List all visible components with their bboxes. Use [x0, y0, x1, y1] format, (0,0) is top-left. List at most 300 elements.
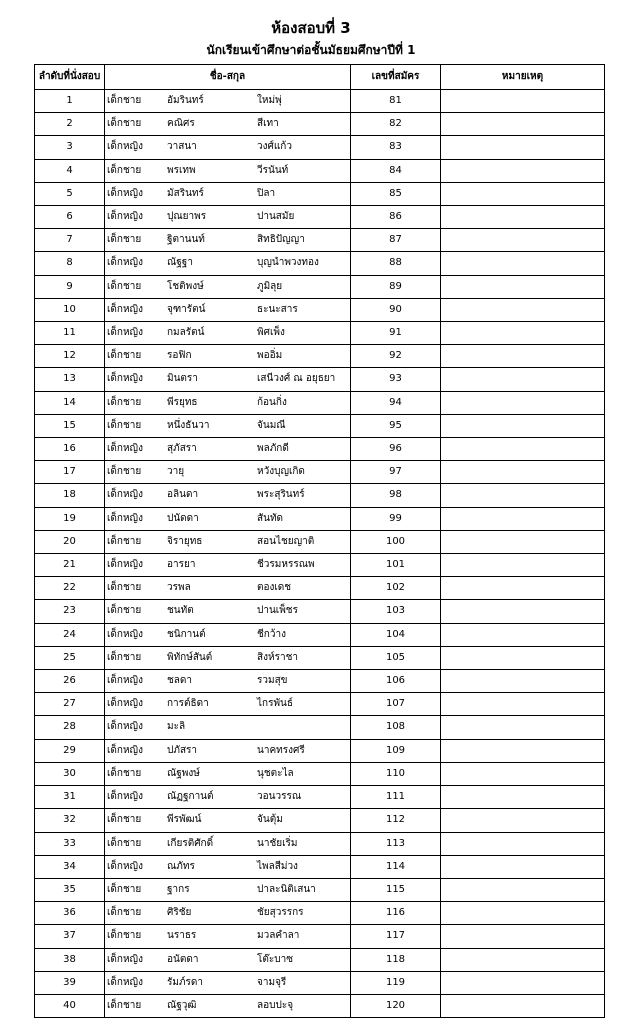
remarks-cell — [441, 438, 605, 461]
remarks-cell — [441, 530, 605, 553]
first-name: ณัฐพงษ์ — [167, 767, 200, 779]
name-prefix: เด็กหญิง — [107, 443, 143, 455]
last-name: โต๊ะบาซ — [257, 953, 293, 965]
first-name: ชลดา — [167, 675, 193, 687]
full-name-cell — [105, 809, 351, 832]
name-prefix: เด็กหญิง — [107, 698, 143, 710]
name-prefix: เด็กหญิง — [107, 791, 143, 803]
full-name-cell — [105, 855, 351, 878]
first-name: มินตรา — [167, 373, 198, 385]
table-row — [35, 368, 605, 391]
seat-number-cell: 34 — [35, 855, 105, 878]
registration-number-cell: 106 — [351, 670, 441, 693]
remarks-cell — [441, 554, 605, 577]
table-row — [35, 530, 605, 553]
full-name-cell — [105, 368, 351, 391]
table-row — [35, 136, 605, 159]
first-name: หนึ่งธันวา — [167, 419, 210, 431]
seat-number-cell: 5 — [35, 182, 105, 205]
name-prefix: เด็กชาย — [107, 535, 142, 547]
table-row — [35, 438, 605, 461]
name-prefix: เด็กหญิง — [107, 187, 143, 199]
remarks-cell — [441, 670, 605, 693]
registration-number-cell: 101 — [351, 554, 441, 577]
full-name-cell — [105, 484, 351, 507]
last-name: บุญนำพวงทอง — [257, 257, 319, 269]
remarks-cell — [441, 206, 605, 229]
registration-number-cell: 102 — [351, 577, 441, 600]
last-name: ภูมิลุย — [257, 280, 283, 292]
first-name: ชนิกานต์ — [167, 628, 206, 640]
full-name-cell — [105, 600, 351, 623]
name-prefix: เด็กชาย — [107, 234, 142, 246]
name-prefix: เด็กชาย — [107, 419, 142, 431]
last-name: สีเทา — [257, 118, 279, 130]
remarks-cell — [441, 948, 605, 971]
registration-number-cell: 92 — [351, 345, 441, 368]
registration-number-cell: 118 — [351, 948, 441, 971]
first-name: พิทักษ์สันต์ — [167, 651, 213, 663]
table-row — [35, 322, 605, 345]
name-prefix: เด็กชาย — [107, 651, 142, 663]
table-row — [35, 182, 605, 205]
last-name: ไพลสีม่วง — [257, 860, 298, 872]
remarks-cell — [441, 878, 605, 901]
table-row — [35, 229, 605, 252]
remarks-cell — [441, 832, 605, 855]
remarks-cell — [441, 298, 605, 321]
remarks-cell — [441, 90, 605, 113]
remarks-cell — [441, 368, 605, 391]
last-name: จามจุรี — [257, 976, 287, 988]
first-name: รัมภ์รดา — [167, 976, 204, 988]
table-row — [35, 693, 605, 716]
registration-number-cell: 104 — [351, 623, 441, 646]
table-row — [35, 414, 605, 437]
first-name: จิรายุทธ — [167, 535, 203, 547]
full-name-cell — [105, 530, 351, 553]
full-name-cell — [105, 925, 351, 948]
seat-number-cell: 10 — [35, 298, 105, 321]
last-name: หวังบุญเกิด — [257, 466, 305, 478]
seat-number-cell: 33 — [35, 832, 105, 855]
remarks-cell — [441, 113, 605, 136]
name-prefix: เด็กหญิง — [107, 257, 143, 269]
first-name: จุฑารัตน์ — [167, 303, 206, 315]
last-name: พิศเพ็ง — [257, 327, 285, 339]
table-row — [35, 623, 605, 646]
last-name: นาชัยเริ่ม — [257, 837, 298, 849]
name-prefix: เด็กชาย — [107, 164, 142, 176]
seat-number-cell: 26 — [35, 670, 105, 693]
remarks-cell — [441, 994, 605, 1017]
registration-number-cell: 116 — [351, 902, 441, 925]
full-name-cell — [105, 832, 351, 855]
registration-number-cell: 109 — [351, 739, 441, 762]
table-row — [35, 252, 605, 275]
name-prefix: เด็กหญิง — [107, 675, 143, 687]
name-prefix: เด็กชาย — [107, 118, 142, 130]
registration-number-cell: 103 — [351, 600, 441, 623]
name-prefix: เด็กหญิง — [107, 953, 143, 965]
seat-number-cell: 2 — [35, 113, 105, 136]
seat-number-cell: 9 — [35, 275, 105, 298]
seat-number-cell: 18 — [35, 484, 105, 507]
table-row — [35, 716, 605, 739]
last-name: ชัยสุวรรกร — [257, 907, 304, 919]
last-name: ก้อนกิ่ง — [257, 396, 287, 408]
table-row — [35, 878, 605, 901]
registration-number-cell: 82 — [351, 113, 441, 136]
last-name: จันมณี — [257, 419, 286, 431]
seat-number-cell: 8 — [35, 252, 105, 275]
table-row — [35, 298, 605, 321]
name-prefix: เด็กชาย — [107, 999, 142, 1011]
registration-number-cell: 99 — [351, 507, 441, 530]
full-name-cell — [105, 716, 351, 739]
first-name: โชติพงษ์ — [167, 280, 204, 292]
remarks-cell — [441, 461, 605, 484]
registration-number-cell: 115 — [351, 878, 441, 901]
registration-number-cell: 98 — [351, 484, 441, 507]
name-prefix: เด็กหญิง — [107, 211, 143, 223]
last-name: วีรนันท์ — [257, 164, 289, 176]
full-name-cell — [105, 90, 351, 113]
table-row — [35, 507, 605, 530]
table-row — [35, 159, 605, 182]
name-prefix: เด็กหญิง — [107, 489, 143, 501]
table-row — [35, 484, 605, 507]
last-name: สิทธิปัญญา — [257, 234, 305, 246]
registration-number-cell: 84 — [351, 159, 441, 182]
full-name-cell — [105, 391, 351, 414]
seat-number-cell: 40 — [35, 994, 105, 1017]
last-name: รวมสุข — [257, 675, 288, 687]
seat-number-cell: 6 — [35, 206, 105, 229]
first-name: ณภัทร — [167, 860, 195, 872]
table-row — [35, 554, 605, 577]
registration-number-cell: 83 — [351, 136, 441, 159]
registration-number-cell: 95 — [351, 414, 441, 437]
table-row — [35, 113, 605, 136]
remarks-cell — [441, 577, 605, 600]
full-name-cell — [105, 507, 351, 530]
seat-number-cell: 12 — [35, 345, 105, 368]
name-prefix: เด็กชาย — [107, 605, 142, 617]
seat-number-cell: 20 — [35, 530, 105, 553]
first-name: กมลรัตน์ — [167, 327, 205, 339]
registration-number-cell: 87 — [351, 229, 441, 252]
remarks-cell — [441, 925, 605, 948]
remarks-cell — [441, 809, 605, 832]
registration-number-cell: 112 — [351, 809, 441, 832]
full-name-cell — [105, 878, 351, 901]
full-name-cell — [105, 948, 351, 971]
name-prefix: เด็กชาย — [107, 350, 142, 362]
remarks-cell — [441, 391, 605, 414]
seat-number-cell: 24 — [35, 623, 105, 646]
remarks-cell — [441, 762, 605, 785]
first-name: พีรยุทธ — [167, 396, 198, 408]
first-name: ปนัดดา — [167, 512, 199, 524]
full-name-cell — [105, 414, 351, 437]
header-registration-number: เลขที่สมัคร — [351, 65, 441, 90]
last-name: ปิลา — [257, 187, 276, 199]
first-name: อลินดา — [167, 489, 199, 501]
registration-number-cell: 93 — [351, 368, 441, 391]
seat-number-cell: 25 — [35, 646, 105, 669]
full-name-cell — [105, 136, 351, 159]
name-prefix: เด็กหญิง — [107, 976, 143, 988]
table-row — [35, 345, 605, 368]
last-name: พลภักดี — [257, 443, 289, 455]
registration-number-cell: 108 — [351, 716, 441, 739]
name-prefix: เด็กชาย — [107, 930, 142, 942]
registration-number-cell: 105 — [351, 646, 441, 669]
registration-number-cell: 81 — [351, 90, 441, 113]
name-prefix: เด็กชาย — [107, 582, 142, 594]
name-prefix: เด็กหญิง — [107, 744, 143, 756]
full-name-cell — [105, 762, 351, 785]
last-name: พออิ่ม — [257, 350, 283, 362]
name-prefix: เด็กหญิง — [107, 303, 143, 315]
page-subtitle: นักเรียนเข้าศึกษาต่อชั้นมัธยมศึกษาปีที่ 1 — [206, 43, 416, 57]
first-name: ฐากร — [167, 883, 190, 895]
name-prefix: เด็กหญิง — [107, 373, 143, 385]
table-row — [35, 786, 605, 809]
last-name: พระสุรินทร์ — [257, 489, 305, 501]
first-name: เกียรติศักดิ์ — [167, 837, 214, 849]
first-name: ณัฐวุฒิ — [167, 999, 197, 1011]
table-row — [35, 762, 605, 785]
seat-number-cell: 28 — [35, 716, 105, 739]
remarks-cell — [441, 716, 605, 739]
name-prefix: เด็กชาย — [107, 95, 142, 106]
remarks-cell — [441, 136, 605, 159]
seat-number-cell: 38 — [35, 948, 105, 971]
full-name-cell — [105, 786, 351, 809]
registration-number-cell: 88 — [351, 252, 441, 275]
name-prefix: เด็กชาย — [107, 396, 142, 408]
first-name: พีรพัฒน์ — [167, 814, 202, 826]
seat-number-cell: 1 — [35, 90, 105, 113]
registration-number-cell: 107 — [351, 693, 441, 716]
first-name: รอฟิก — [167, 350, 192, 362]
table-row — [35, 600, 605, 623]
header-seat-number: ลำดับที่นั่งสอบ — [35, 65, 105, 90]
last-name: ใหม่พุ่ — [257, 95, 282, 106]
table-row — [35, 832, 605, 855]
remarks-cell — [441, 414, 605, 437]
page-title: ห้องสอบที่ 3 — [271, 19, 351, 37]
first-name: การต์ธิดา — [167, 698, 209, 710]
remarks-cell — [441, 252, 605, 275]
full-name-cell — [105, 739, 351, 762]
full-name-cell — [105, 693, 351, 716]
name-prefix: เด็กหญิง — [107, 327, 143, 339]
name-prefix: เด็กหญิง — [107, 721, 143, 733]
full-name-cell — [105, 646, 351, 669]
full-name-cell — [105, 994, 351, 1017]
seat-number-cell: 3 — [35, 136, 105, 159]
last-name: ธะนะสาร — [257, 303, 298, 315]
first-name: คณิศร — [167, 118, 195, 130]
remarks-cell — [441, 902, 605, 925]
registration-number-cell: 100 — [351, 530, 441, 553]
remarks-cell — [441, 159, 605, 182]
seat-number-cell: 7 — [35, 229, 105, 252]
remarks-cell — [441, 855, 605, 878]
seat-number-cell: 32 — [35, 809, 105, 832]
table-row — [35, 971, 605, 994]
full-name-cell — [105, 113, 351, 136]
first-name: อารยา — [167, 559, 196, 571]
first-name: ณัฏฐกานต์ — [167, 791, 214, 803]
full-name-cell — [105, 670, 351, 693]
first-name: พรเทพ — [167, 164, 196, 176]
seat-number-cell: 17 — [35, 461, 105, 484]
full-name-cell — [105, 206, 351, 229]
full-name-cell — [105, 623, 351, 646]
seat-number-cell: 4 — [35, 159, 105, 182]
registration-number-cell: 97 — [351, 461, 441, 484]
registration-number-cell: 119 — [351, 971, 441, 994]
full-name-cell — [105, 461, 351, 484]
registration-number-cell: 86 — [351, 206, 441, 229]
remarks-cell — [441, 322, 605, 345]
table-row — [35, 739, 605, 762]
first-name: มะลิ — [167, 721, 186, 733]
table-row — [35, 948, 605, 971]
full-name-cell — [105, 902, 351, 925]
exam-room-roster-table — [34, 64, 605, 1018]
seat-number-cell: 37 — [35, 925, 105, 948]
table-body — [35, 90, 605, 1018]
remarks-cell — [441, 600, 605, 623]
first-name: ฐิตานนท์ — [167, 234, 205, 246]
remarks-cell — [441, 739, 605, 762]
table-row — [35, 577, 605, 600]
header-full-name: ชื่อ-สกุล — [105, 65, 351, 90]
registration-number-cell: 94 — [351, 391, 441, 414]
name-prefix: เด็กชาย — [107, 814, 142, 826]
registration-number-cell: 120 — [351, 994, 441, 1017]
last-name: นุชตะไล — [257, 767, 294, 779]
registration-number-cell: 89 — [351, 275, 441, 298]
seat-number-cell: 13 — [35, 368, 105, 391]
last-name: วงศ์แก้ว — [257, 141, 292, 153]
first-name: ปุณยาพร — [167, 211, 207, 223]
seat-number-cell: 11 — [35, 322, 105, 345]
registration-number-cell: 85 — [351, 182, 441, 205]
registration-number-cell: 113 — [351, 832, 441, 855]
first-name: ศิริชัย — [167, 907, 192, 919]
first-name: สุภัสรา — [167, 443, 197, 455]
table-row — [35, 646, 605, 669]
registration-number-cell: 114 — [351, 855, 441, 878]
last-name: ปานสมัย — [257, 211, 295, 223]
full-name-cell — [105, 252, 351, 275]
name-prefix: เด็กหญิง — [107, 860, 143, 872]
first-name: ณัฐฐา — [167, 257, 193, 269]
remarks-cell — [441, 345, 605, 368]
last-name: ปานเพ็ชร — [257, 605, 298, 617]
last-name: นาคทรงศรี — [257, 744, 305, 756]
seat-number-cell: 16 — [35, 438, 105, 461]
last-name: จันตุ้ม — [257, 814, 283, 826]
table-row — [35, 902, 605, 925]
full-name-cell — [105, 159, 351, 182]
last-name: ชีวรมหรรณพ — [257, 559, 315, 571]
first-name: ปภัสรา — [167, 744, 198, 756]
full-name-cell — [105, 322, 351, 345]
last-name: ชีกว้าง — [257, 628, 286, 640]
table-row — [35, 90, 605, 113]
seat-number-cell: 35 — [35, 878, 105, 901]
last-name: เสนีวงศ์ ณ อยุธยา — [257, 373, 336, 385]
last-name: สันทัด — [257, 512, 284, 524]
table-row — [35, 994, 605, 1017]
seat-number-cell: 27 — [35, 693, 105, 716]
first-name: นราธร — [167, 930, 197, 942]
registration-number-cell: 91 — [351, 322, 441, 345]
registration-number-cell: 117 — [351, 925, 441, 948]
last-name: ตองเดช — [257, 582, 292, 594]
last-name: สอนไชยญาติ — [257, 535, 315, 547]
full-name-cell — [105, 275, 351, 298]
seat-number-cell: 31 — [35, 786, 105, 809]
seat-number-cell: 39 — [35, 971, 105, 994]
first-name: วาสนา — [167, 141, 197, 153]
seat-number-cell: 14 — [35, 391, 105, 414]
remarks-cell — [441, 275, 605, 298]
table-row — [35, 925, 605, 948]
remarks-cell — [441, 229, 605, 252]
table-row — [35, 461, 605, 484]
last-name: ลอบปะจุ — [257, 999, 294, 1011]
first-name: อัมรินทร์ — [167, 95, 204, 106]
seat-number-cell: 19 — [35, 507, 105, 530]
first-name: ชนทัต — [167, 605, 194, 617]
full-name-cell — [105, 229, 351, 252]
header-remarks: หมายเหตุ — [441, 65, 605, 90]
remarks-cell — [441, 182, 605, 205]
table-row — [35, 206, 605, 229]
remarks-cell — [441, 693, 605, 716]
name-prefix: เด็กหญิง — [107, 141, 143, 153]
remarks-cell — [441, 971, 605, 994]
name-prefix: เด็กชาย — [107, 837, 142, 849]
registration-number-cell: 110 — [351, 762, 441, 785]
table-header-row — [35, 65, 605, 90]
registration-number-cell: 96 — [351, 438, 441, 461]
seat-number-cell: 22 — [35, 577, 105, 600]
first-name: วายุ — [167, 466, 185, 478]
seat-number-cell: 30 — [35, 762, 105, 785]
remarks-cell — [441, 623, 605, 646]
first-name: อนัตดา — [167, 953, 199, 965]
full-name-cell — [105, 971, 351, 994]
last-name: ไกรพันธ์ — [257, 698, 293, 710]
name-prefix: เด็กชาย — [107, 767, 142, 779]
seat-number-cell: 23 — [35, 600, 105, 623]
full-name-cell — [105, 554, 351, 577]
name-prefix: เด็กชาย — [107, 907, 142, 919]
name-prefix: เด็กหญิง — [107, 512, 143, 524]
registration-number-cell: 90 — [351, 298, 441, 321]
name-prefix: เด็กชาย — [107, 280, 142, 292]
name-prefix: เด็กหญิง — [107, 628, 143, 640]
